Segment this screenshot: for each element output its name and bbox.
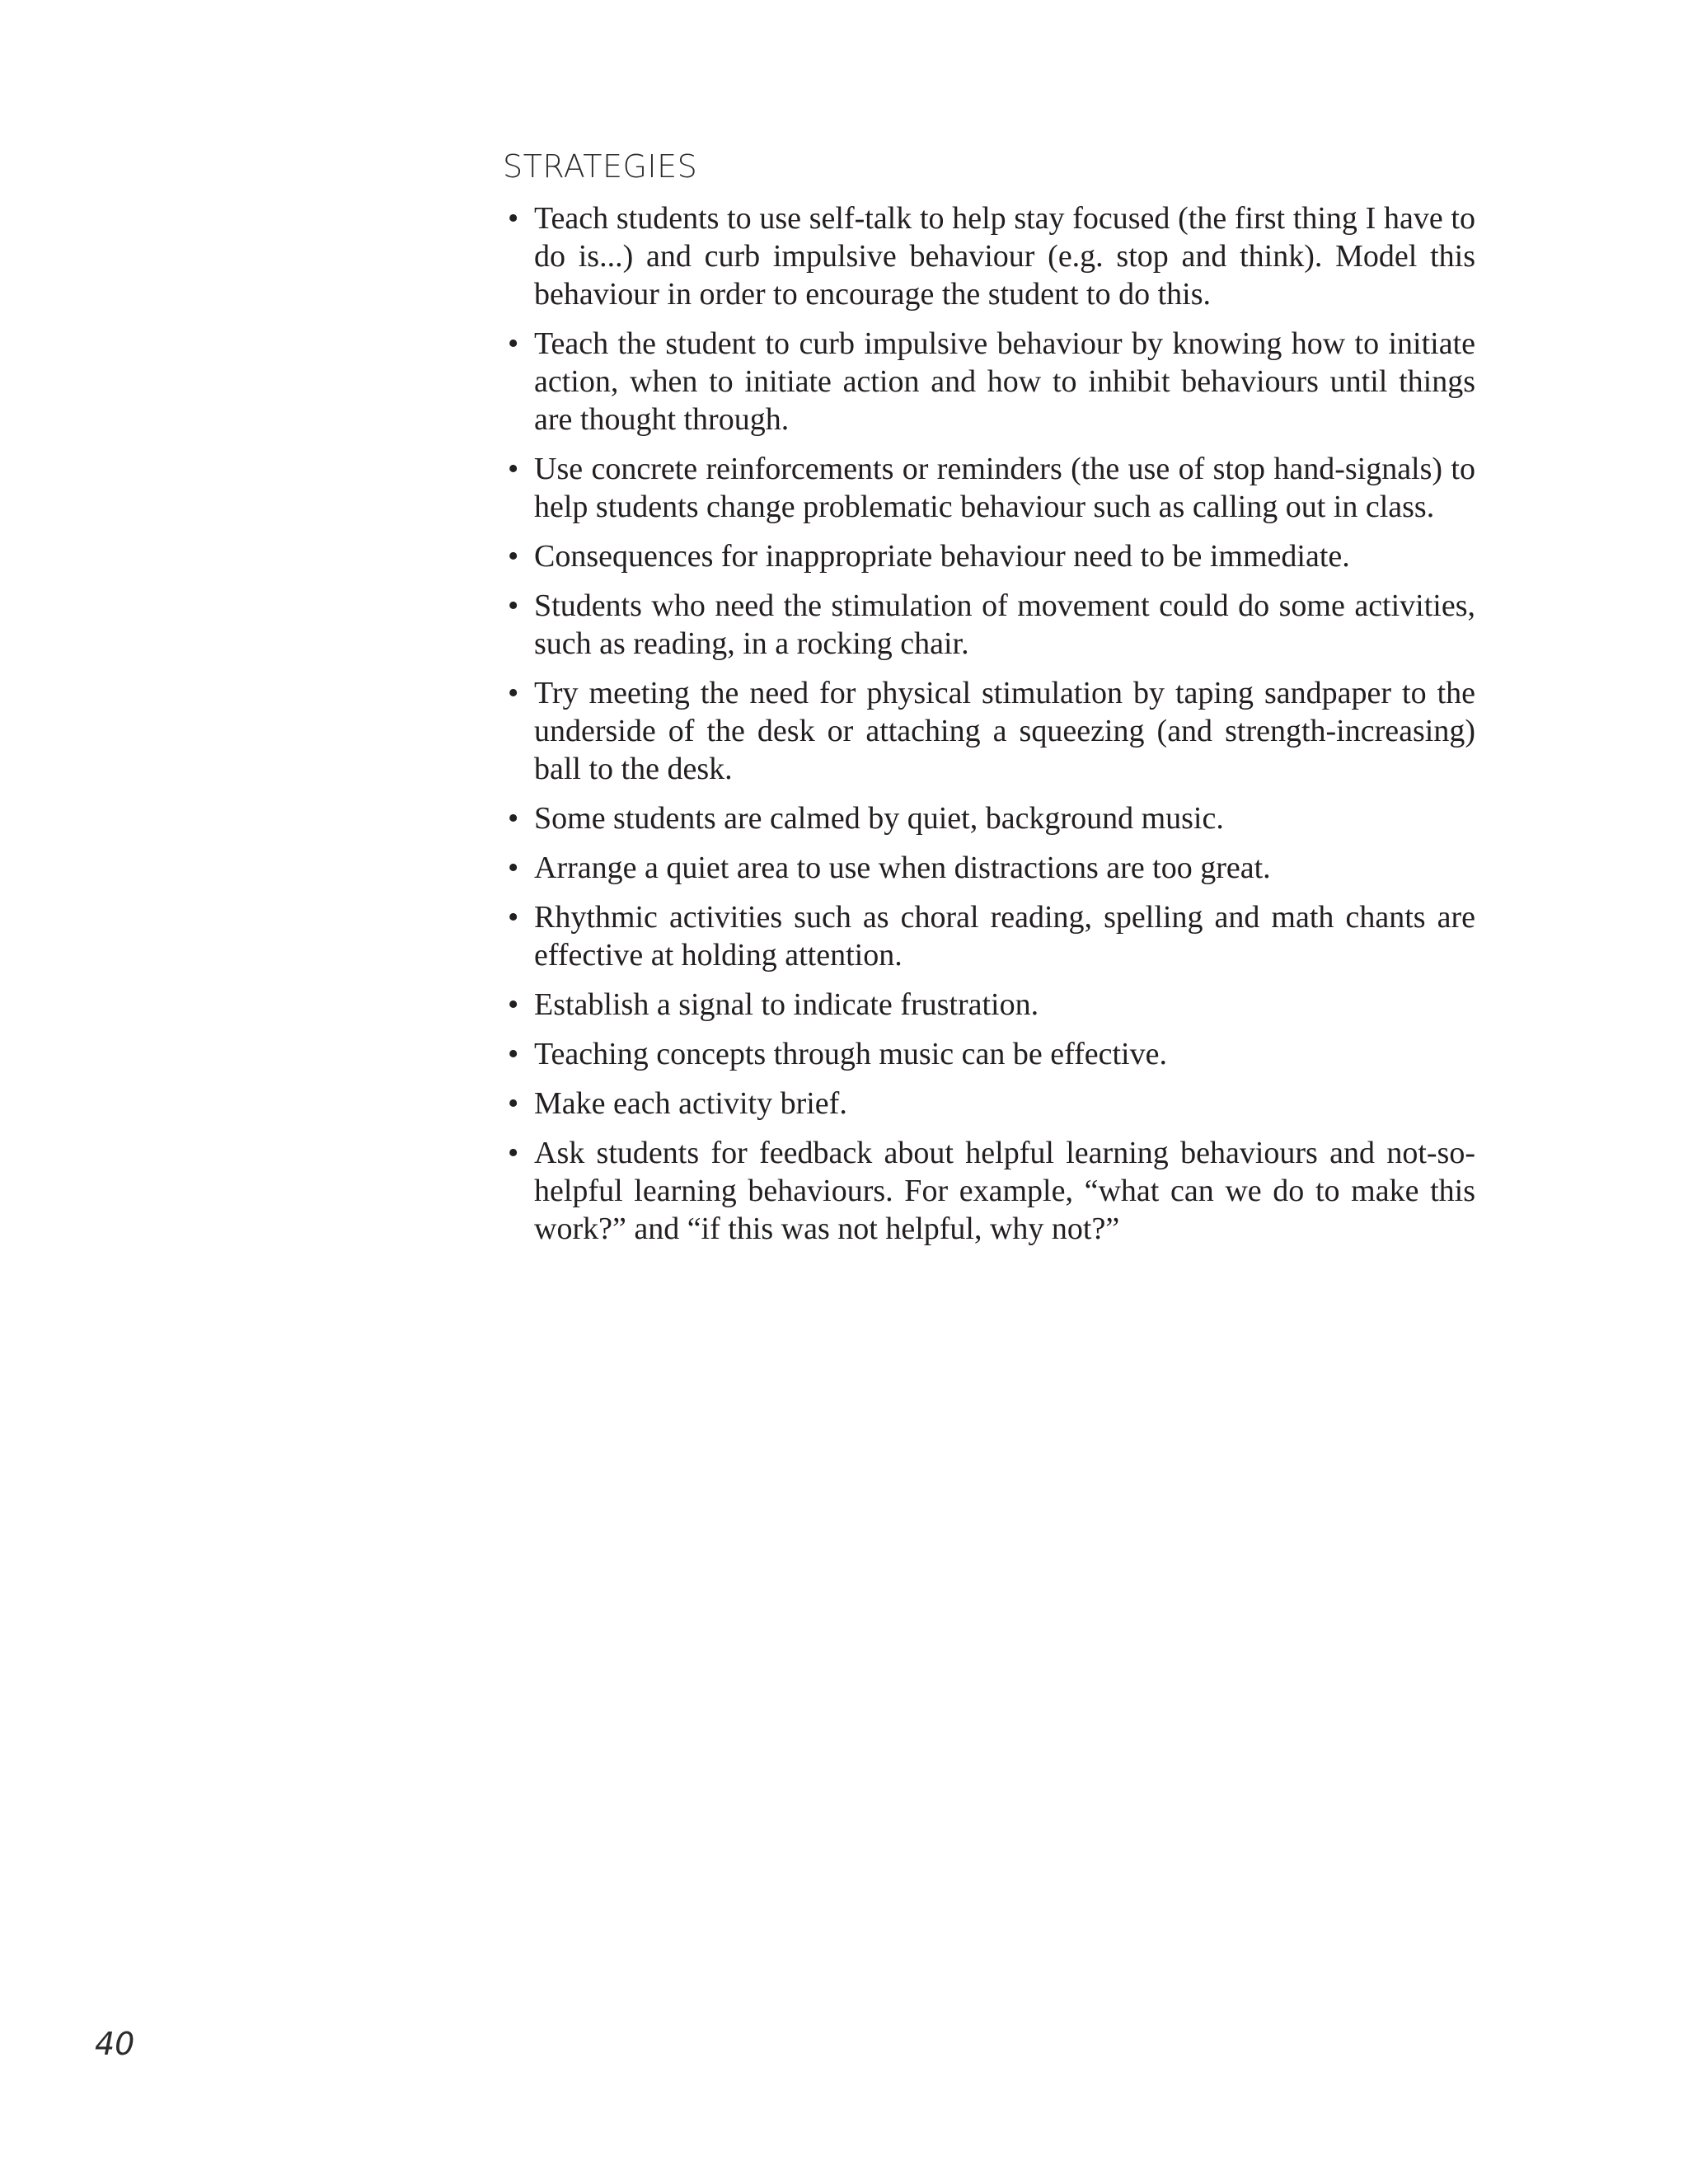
list-item-text: Establish a signal to indicate frustration.	[534, 987, 1039, 1022]
list-item	[503, 1035, 1475, 1073]
list-item	[503, 450, 1475, 526]
list-item-text: Rhythmic activities such as choral reading, spelling and math chants are effective at holding attention.	[534, 900, 1475, 972]
list-item-text: Teach students to use self-talk to help stay focused (the first thing I have to do is...) and curb impulsive behaviour (e.g. stop and think). Model this behaviour in order to encourage the student to do this.	[534, 201, 1475, 312]
list-item	[503, 1085, 1475, 1122]
strategies-section	[503, 147, 1475, 1259]
list-item	[503, 199, 1475, 313]
bullet-icon: •	[508, 1037, 519, 1071]
list-item-text: Consequences for inappropriate behaviour need to be immediate.	[534, 539, 1350, 574]
bullet-icon: •	[508, 801, 519, 836]
bullet-icon: •	[508, 900, 519, 935]
list-item-text: Arrange a quiet area to use when distractions are too great.	[534, 851, 1271, 885]
list-item-text: Some students are calmed by quiet, background music.	[534, 801, 1224, 836]
list-item-text: Make each activity brief.	[534, 1086, 847, 1121]
list-item	[503, 537, 1475, 575]
list-item-text: Try meeting the need for physical stimulation by taping sandpaper to the underside of the desk or attaching a squeezing (and strength-increasing) ball to the desk.	[534, 676, 1475, 786]
list-item	[503, 849, 1475, 887]
section-heading: STRATEGIES	[503, 148, 698, 185]
list-item	[503, 587, 1475, 663]
list-item-text: Teach the student to curb impulsive behaviour by knowing how to initiate action, when to initiate action and how to inhibit behaviours until things are thought through.	[534, 326, 1475, 437]
list-item	[503, 1134, 1475, 1248]
list-item-text: Students who need the stimulation of movement could do some activities, such as reading, in a rocking chair.	[534, 588, 1475, 661]
bullet-icon: •	[508, 201, 519, 236]
list-item	[503, 325, 1475, 438]
strategies-list	[503, 199, 1475, 1248]
bullet-icon: •	[508, 676, 519, 710]
list-item	[503, 986, 1475, 1024]
list-item-text: Use concrete reinforcements or reminders (the use of stop hand-signals) to help students change problematic behaviour such as calling out in class.	[534, 452, 1475, 524]
bullet-icon: •	[508, 452, 519, 486]
page-number: 40	[95, 2026, 135, 2062]
bullet-icon: •	[508, 987, 519, 1022]
list-item	[503, 674, 1475, 788]
bullet-icon: •	[508, 588, 519, 623]
bullet-icon: •	[508, 539, 519, 574]
bullet-icon: •	[508, 1136, 519, 1170]
list-item-text: Teaching concepts through music can be effective.	[534, 1037, 1167, 1071]
list-item-text: Ask students for feedback about helpful learning behaviours and not-so-helpful learning behaviours. For example, “what can we do to make this work?” and “if this was not helpful, why not?”	[534, 1136, 1475, 1246]
list-item	[503, 898, 1475, 974]
bullet-icon: •	[508, 326, 519, 361]
bullet-icon: •	[508, 1086, 519, 1121]
list-item	[503, 799, 1475, 837]
bullet-icon: •	[508, 851, 519, 885]
